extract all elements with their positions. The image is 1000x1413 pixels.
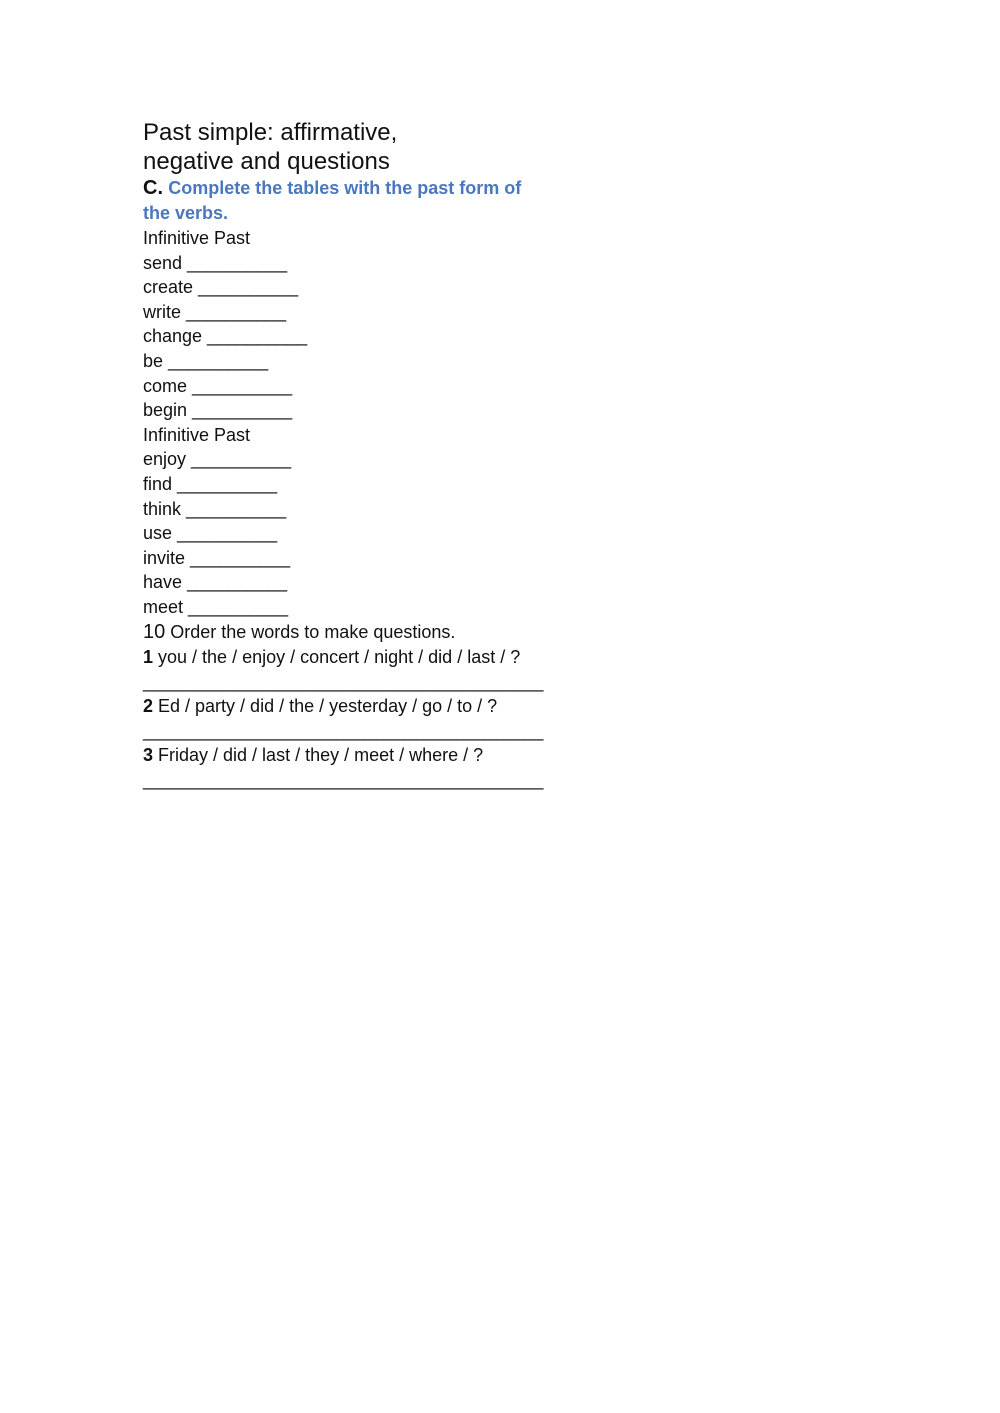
table-2-row: find __________ <box>143 473 278 494</box>
table-1-header: Infinitive Past <box>143 228 251 248</box>
exercise-10-heading <box>143 620 663 645</box>
table-2-row: think __________ <box>143 498 287 519</box>
question-1 <box>143 645 663 670</box>
worksheet-content <box>143 118 663 792</box>
exercise-c-letter: C. <box>143 177 163 199</box>
page-title <box>143 118 663 176</box>
answer-line-2[interactable]: ________________________________________ <box>143 720 544 741</box>
exercise-c-text-line-2: the verbs. <box>143 203 229 223</box>
exercise-c-instruction <box>143 176 663 226</box>
title-line-2: negative and questions <box>143 148 390 175</box>
question-text: Friday / did / last / they / meet / where / ? <box>153 744 484 765</box>
exercise-10-number: 10 <box>143 620 166 643</box>
verb-table-1 <box>143 226 663 423</box>
exercise-10 <box>143 620 663 792</box>
table-2-header: Infinitive Past <box>143 424 251 445</box>
question-text: Ed / party / did / the / yesterday / go / to / ? <box>153 695 498 716</box>
table-2-row: have __________ <box>143 572 288 593</box>
table-2-row: enjoy __________ <box>143 449 292 470</box>
exercise-c-text-line-1: Complete the tables with the past form of <box>168 178 522 198</box>
table-1-row: send __________ <box>143 252 288 273</box>
exercise-10-instruction: Order the words to make questions. <box>165 621 456 642</box>
question-2 <box>143 694 663 719</box>
table-1-row: come __________ <box>143 375 293 396</box>
table-1-row: create __________ <box>143 277 299 298</box>
question-3 <box>143 743 663 768</box>
question-number: 3 <box>143 744 154 765</box>
table-1-row: be __________ <box>143 350 269 371</box>
table-1-row: begin __________ <box>143 400 293 421</box>
table-2-row: invite __________ <box>143 547 291 568</box>
table-1-row: write __________ <box>143 301 287 322</box>
table-2-row: meet __________ <box>143 596 289 617</box>
question-number: 1 <box>143 646 154 667</box>
title-line-1: Past simple: affirmative, <box>143 119 398 146</box>
verb-table-2 <box>143 423 663 620</box>
answer-line-1[interactable]: ________________________________________ <box>143 671 544 692</box>
table-1-row: change __________ <box>143 326 308 347</box>
question-text: you / the / enjoy / concert / night / did / last / ? <box>153 646 521 667</box>
question-number: 2 <box>143 695 154 716</box>
table-2-row: use __________ <box>143 523 278 544</box>
answer-line-3[interactable]: ________________________________________ <box>143 769 544 790</box>
